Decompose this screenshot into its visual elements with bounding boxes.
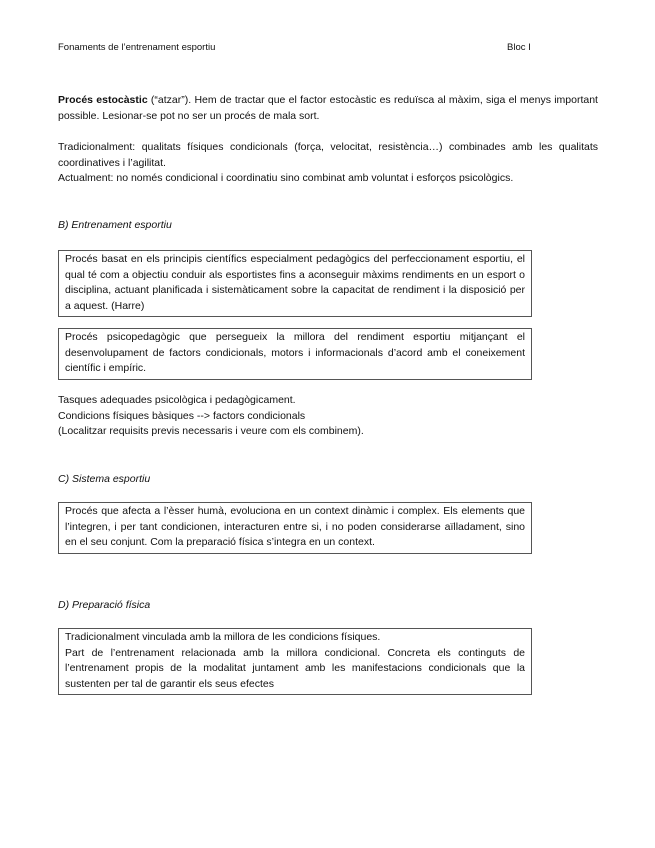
qualities-traditional: Tradicionalment: qualitats físiques condicionals (força, velocitat, resistència…) combinades amb les qualitats coordinatives i l’agilitat. — [58, 141, 598, 169]
section-c-definition-box — [58, 502, 532, 554]
intro-paragraph — [58, 93, 598, 124]
section-b-note: Condicions físiques bàsiques --> factors condicionals — [58, 409, 306, 422]
intro-text: (“atzar”). Hem de tractar que el factor estocàstic es reduïsca al màxim, siga el menys important possible. Lesionar-se pot no ser un procés de mala sort. — [58, 94, 598, 122]
section-c-definition: Procés que afecta a l’èsser humà, evoluciona en un context dinàmic i complex. Els elements que l’integren, i per tant condicionen, interacturen entre si, i no poden considerarse aïlladament, sino en el seu conjunt. Com la preparació física s’integra en un context. — [65, 505, 525, 548]
section-b-note: Tasques adequades psicològica i pedagògicament. — [58, 394, 296, 406]
qualities-current: Actualment: no només condicional i coordinatiu sino combinat amb voluntat i esforços psicològics. — [58, 172, 514, 184]
section-b-notes — [58, 393, 598, 440]
header-title: Fonaments de l’entrenament esportiu — [58, 42, 216, 53]
section-d-definition-box — [58, 628, 532, 695]
intro-term: Procés estocàstic — [58, 94, 148, 106]
section-b-definition-2: Procés psicopedagògic que persegueix la millora del rendiment esportiu mitjançant el desenvolupament de factors condicionals, motors i informacionals d’acord amb el coneixement científic i empíric. — [65, 331, 525, 374]
section-b-definition-box-2 — [58, 328, 532, 380]
section-b-note: (Localitzar requisits previs necessaris i veure com els combinem). — [58, 425, 364, 437]
section-b-heading: B) Entrenament esportiu — [58, 219, 172, 231]
section-d-line-1: Tradicionalment vinculada amb la millora de les condicions físiques. — [65, 631, 381, 643]
qualities-paragraph — [58, 140, 598, 187]
section-b-definition-box-1 — [58, 250, 532, 317]
section-d-line-2: Part de l’entrenament relacionada amb la millora condicional. Concreta els continguts de l’entrenament propis de la modalitat juntament amb les manifestacions condicionals que la sustenten per tal de garantir els seus efectes — [65, 646, 525, 690]
section-c-heading: C) Sistema esportiu — [58, 473, 151, 485]
section-b-definition-1: Procés basat en els principis científics especialment pedagògics del perfeccionament esportiu, el qual té com a objectiu conduir als esportistes fins a aconseguir màxims rendiments en un esport o disciplina, actuant planificada i sistemàticament sobre la capacitat de rendiment i la disposició per a aquest. (Harre) — [65, 253, 525, 312]
header-section: Bloc I — [507, 42, 531, 53]
section-d-heading: D) Preparació física — [58, 599, 151, 611]
